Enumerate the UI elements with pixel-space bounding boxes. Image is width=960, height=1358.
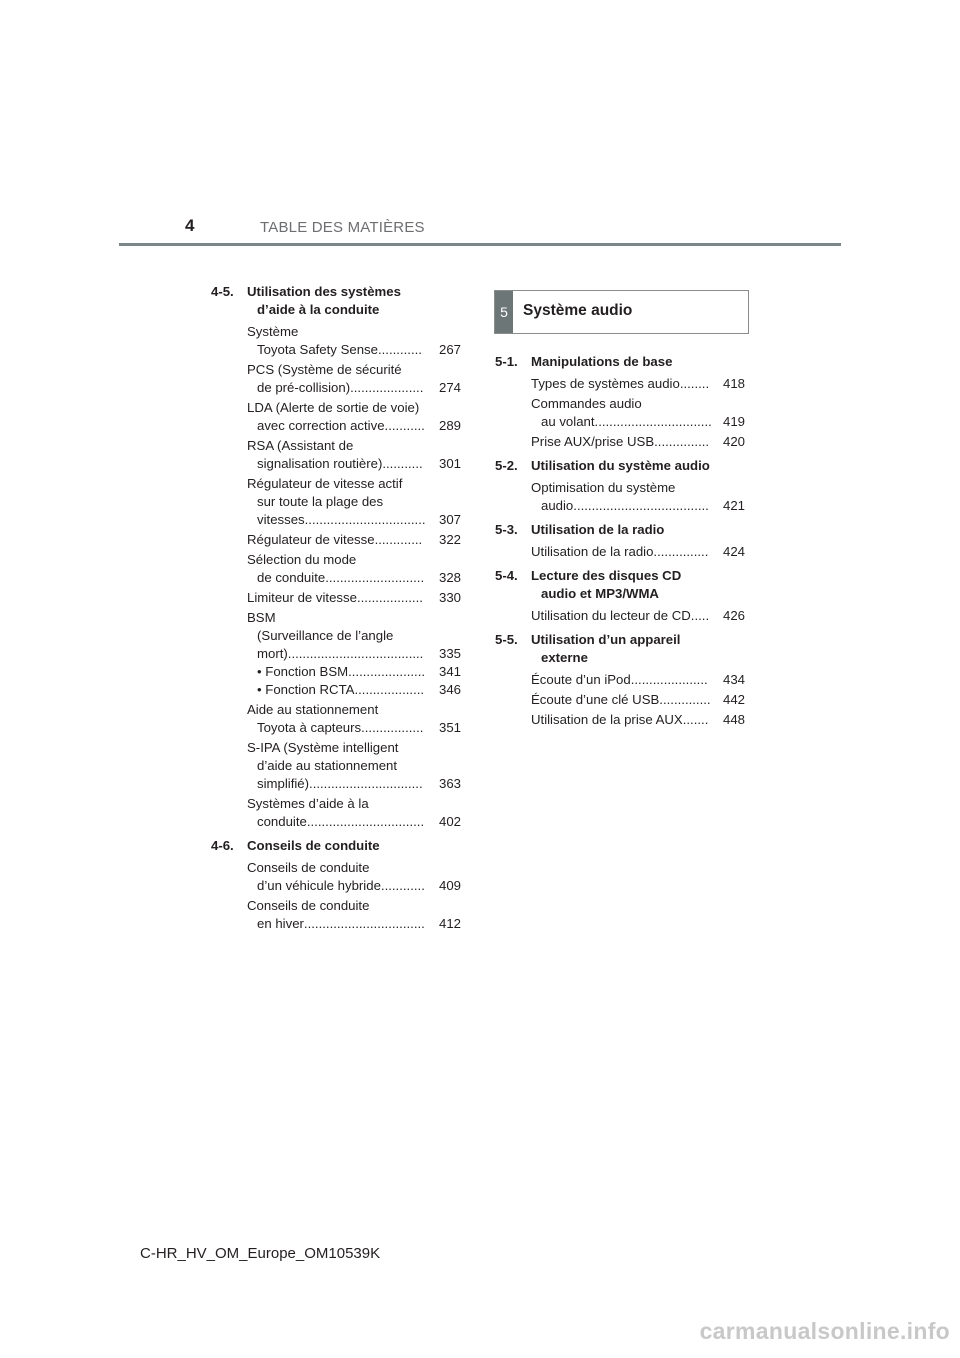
toc-entry-line <box>531 497 745 515</box>
toc-section-title-line: Utilisation d’un appareil <box>531 632 681 647</box>
toc-leader-dots: ..................... <box>630 672 708 687</box>
toc-page-number: 419 <box>722 414 745 429</box>
toc-entry-line <box>247 663 461 681</box>
page-number: 4 <box>185 216 195 235</box>
toc-section-title <box>247 283 461 319</box>
chapter-number-tab: 5 <box>495 291 513 333</box>
toc-entry-line: Aide au stationnement <box>247 702 379 717</box>
toc-entry-line <box>247 877 461 895</box>
toc-entry[interactable] <box>531 711 745 729</box>
toc-page-number: 363 <box>438 776 461 791</box>
toc-section-title-line: Utilisation des systèmes <box>247 284 401 299</box>
toc-page-number: 424 <box>722 544 745 559</box>
toc-entry-line <box>247 511 461 529</box>
toc-page-number: 289 <box>438 418 461 433</box>
toc-entry[interactable] <box>531 375 745 393</box>
toc-entry-text: Toyota Safety Sense <box>257 342 378 357</box>
toc-page-number: 409 <box>438 878 461 893</box>
toc-entry[interactable] <box>531 479 745 515</box>
toc-entry[interactable] <box>247 361 461 397</box>
toc-leader-dots: .................... <box>350 380 424 395</box>
toc-entry[interactable] <box>531 543 745 561</box>
toc-section <box>495 353 745 371</box>
toc-entry-line: BSM <box>247 610 276 625</box>
toc-leader-dots: ..... <box>690 608 710 623</box>
toc-entry-line <box>531 671 745 689</box>
toc-entry-line <box>247 417 461 435</box>
toc-entry-line: Conseils de conduite <box>247 898 370 913</box>
toc-leader-dots: ................. <box>361 720 424 735</box>
toc-entry[interactable] <box>531 395 745 431</box>
toc-section-title-line: externe <box>541 650 588 665</box>
toc-section-title <box>531 521 745 539</box>
toc-entry-line <box>531 691 745 709</box>
toc-entry-line <box>531 375 745 393</box>
toc-entry-line: S-IPA (Système intelligent <box>247 740 399 755</box>
toc-entry-line <box>247 569 461 587</box>
toc-leader-dots: ............................... <box>309 776 423 791</box>
toc-entry-line <box>247 719 461 737</box>
toc-entry-line <box>247 775 461 793</box>
toc-leader-dots: ..................................... <box>287 646 424 661</box>
toc-section-title-line: Utilisation de la radio <box>531 522 665 537</box>
toc-page-number: 412 <box>438 916 461 931</box>
toc-entry-text: Limiteur de vitesse <box>247 590 357 605</box>
toc-leader-dots: ..................... <box>348 664 426 679</box>
toc-entry-text: vitesses <box>257 512 305 527</box>
toc-leader-dots: ................................ <box>594 414 712 429</box>
toc-leader-dots: .............. <box>659 692 711 707</box>
toc-entry-text: Utilisation de la prise AUX <box>531 712 683 727</box>
toc-entry-text: signalisation routière) <box>257 456 383 471</box>
toc-section-number: 5-4. <box>495 568 518 583</box>
toc-entry[interactable] <box>247 859 461 895</box>
toc-entry-line: Sélection du mode <box>247 552 357 567</box>
toc-entry-line <box>247 341 461 359</box>
toc-page-number: 267 <box>438 342 461 357</box>
toc-leader-dots: ..................................... <box>573 498 709 513</box>
toc-entry-line <box>247 379 461 397</box>
page-header <box>0 0 960 250</box>
toc-entry[interactable] <box>531 607 745 625</box>
toc-section <box>211 283 461 319</box>
toc-left-column <box>211 283 461 939</box>
toc-entry-line: LDA (Alerte de sortie de voie) <box>247 400 420 415</box>
toc-entry-text: mort) <box>257 646 288 661</box>
toc-entry[interactable] <box>247 589 461 607</box>
toc-section-title-line: d’aide à la conduite <box>257 302 380 317</box>
toc-entry-line <box>247 531 461 549</box>
toc-entry-line <box>531 711 745 729</box>
toc-entry-text: simplifié) <box>257 776 310 791</box>
header-divider <box>119 243 841 246</box>
toc-entry-line: Régulateur de vitesse actif <box>247 476 403 491</box>
toc-entry-text: Régulateur de vitesse <box>247 532 375 547</box>
toc-leader-dots: ............... <box>653 544 709 559</box>
toc-entry[interactable] <box>531 433 745 451</box>
toc-entry-line: Systèmes d’aide à la <box>247 796 369 811</box>
toc-page-number: 442 <box>722 692 745 707</box>
section-spacer <box>495 731 745 735</box>
toc-leader-dots: ........ <box>679 376 710 391</box>
toc-leader-dots: ............... <box>654 434 710 449</box>
toc-entry-text: • Fonction RCTA <box>257 682 355 697</box>
toc-leader-dots: ............ <box>377 342 422 357</box>
toc-entry[interactable] <box>247 739 461 793</box>
toc-page-number: 402 <box>438 814 461 829</box>
toc-page-number: 448 <box>722 712 745 727</box>
toc-page-number: 341 <box>438 664 461 679</box>
toc-entry-text: Toyota à capteurs <box>257 720 362 735</box>
toc-entry-text: d’un véhicule hybride <box>257 878 381 893</box>
toc-section-title-line: Lecture des disques CD <box>531 568 682 583</box>
toc-entry-line: PCS (Système de sécurité <box>247 362 402 377</box>
toc-section-title <box>531 457 745 475</box>
toc-entry[interactable] <box>247 701 461 737</box>
toc-entry-line: Conseils de conduite <box>247 860 370 875</box>
toc-section-title <box>531 567 745 603</box>
toc-right-column <box>495 353 745 735</box>
toc-page-number: 322 <box>438 532 461 547</box>
toc-section-number: 5-3. <box>495 522 518 537</box>
toc-leader-dots: ........... <box>382 456 423 471</box>
toc-page-number: 351 <box>438 720 461 735</box>
toc-entry-line <box>247 915 461 933</box>
toc-page-number: 301 <box>438 456 461 471</box>
chapter-title: Système audio <box>523 302 633 319</box>
toc-entry-line: Commandes audio <box>531 396 642 411</box>
toc-leader-dots: ........................... <box>325 570 425 585</box>
toc-leader-dots: ........... <box>384 418 425 433</box>
toc-entry-text: au volant <box>541 414 595 429</box>
toc-entry-text: Écoute d’un iPod <box>531 672 631 687</box>
toc-entry-line <box>247 455 461 473</box>
toc-entry-line <box>247 681 461 699</box>
toc-entry-line: Système <box>247 324 299 339</box>
toc-entry-text: avec correction active <box>257 418 385 433</box>
toc-section <box>495 457 745 475</box>
toc-section-title <box>247 837 461 855</box>
toc-section-number: 5-1. <box>495 354 518 369</box>
toc-entry-text: • Fonction BSM <box>257 664 349 679</box>
toc-entry-text: conduite <box>257 814 307 829</box>
watermark: carmanualsonline.info <box>699 1318 950 1344</box>
toc-entry-line: Optimisation du système <box>531 480 676 495</box>
toc-page-number: 328 <box>438 570 461 585</box>
toc-page-number: 426 <box>722 608 745 623</box>
section-title: TABLE DES MATIÈRES <box>260 219 425 236</box>
toc-entry[interactable] <box>247 551 461 587</box>
toc-leader-dots: ............. <box>374 532 423 547</box>
toc-entry-line <box>531 413 745 431</box>
toc-section-title-line: audio et MP3/WMA <box>541 586 659 601</box>
toc-entry-line <box>247 813 461 831</box>
toc-section-number: 5-5. <box>495 632 518 647</box>
toc-section <box>495 631 745 667</box>
toc-entry-line: d’aide au stationnement <box>257 758 398 773</box>
toc-entry-line <box>247 645 461 663</box>
toc-entry[interactable] <box>247 897 461 933</box>
toc-entry-line: RSA (Assistant de <box>247 438 354 453</box>
toc-entry[interactable] <box>247 531 461 549</box>
toc-page-number: 274 <box>438 380 461 395</box>
toc-entry-line <box>531 543 745 561</box>
toc-entry-text: Utilisation du lecteur de CD <box>531 608 691 623</box>
toc-section-title <box>531 631 745 667</box>
toc-entry[interactable] <box>247 323 461 359</box>
toc-entry-text: Utilisation de la radio <box>531 544 654 559</box>
toc-entry-text: Types de systèmes audio <box>531 376 680 391</box>
toc-entry[interactable] <box>247 437 461 473</box>
toc-entry[interactable] <box>247 399 461 435</box>
toc-section-title-line: Utilisation du système audio <box>531 458 710 473</box>
toc-leader-dots: ....... <box>682 712 709 727</box>
toc-page-number: 307 <box>438 512 461 527</box>
toc-leader-dots: ................................. <box>304 512 426 527</box>
toc-section-title-line: Conseils de conduite <box>247 838 380 853</box>
toc-leader-dots: ................................. <box>303 916 425 931</box>
toc-leader-dots: ................... <box>354 682 425 697</box>
toc-entry[interactable] <box>247 475 461 529</box>
toc-entry-text: de conduite <box>257 570 326 585</box>
toc-section <box>495 521 745 539</box>
toc-page-number: 434 <box>722 672 745 687</box>
toc-page-number: 346 <box>438 682 461 697</box>
toc-entry-text: de pré-collision) <box>257 380 351 395</box>
toc-entry-line: (Surveillance de l’angle <box>257 628 394 643</box>
toc-section <box>211 837 461 855</box>
toc-leader-dots: .................. <box>356 590 423 605</box>
chapter-heading-box <box>494 290 749 334</box>
toc-leader-dots: ................................ <box>306 814 425 829</box>
toc-entry-text: en hiver <box>257 916 304 931</box>
toc-section-number: 4-6. <box>211 838 234 853</box>
toc-entry[interactable] <box>247 609 461 699</box>
document-id: C-HR_HV_OM_Europe_OM10539K <box>140 1245 381 1262</box>
toc-entry[interactable] <box>531 671 745 689</box>
toc-leader-dots: ............ <box>380 878 425 893</box>
toc-page-number: 420 <box>722 434 745 449</box>
toc-page-number: 421 <box>722 498 745 513</box>
toc-entry-line <box>531 433 745 451</box>
toc-section-title <box>531 353 745 371</box>
toc-entry-text: Écoute d’une clé USB <box>531 692 660 707</box>
toc-entry[interactable] <box>247 795 461 831</box>
toc-section-number: 5-2. <box>495 458 518 473</box>
toc-entry-line: sur toute la plage des <box>257 494 384 509</box>
toc-entry-line <box>531 607 745 625</box>
toc-page-number: 418 <box>722 376 745 391</box>
toc-page-number: 335 <box>438 646 461 661</box>
toc-page-number: 330 <box>438 590 461 605</box>
toc-entry-text: audio <box>541 498 574 513</box>
toc-section-title-line: Manipulations de base <box>531 354 673 369</box>
toc-section-number: 4-5. <box>211 284 234 299</box>
section-spacer <box>211 935 461 939</box>
toc-entry-text: Prise AUX/prise USB <box>531 434 655 449</box>
toc-entry[interactable] <box>531 691 745 709</box>
toc-entry-line <box>247 589 461 607</box>
toc-section <box>495 567 745 603</box>
